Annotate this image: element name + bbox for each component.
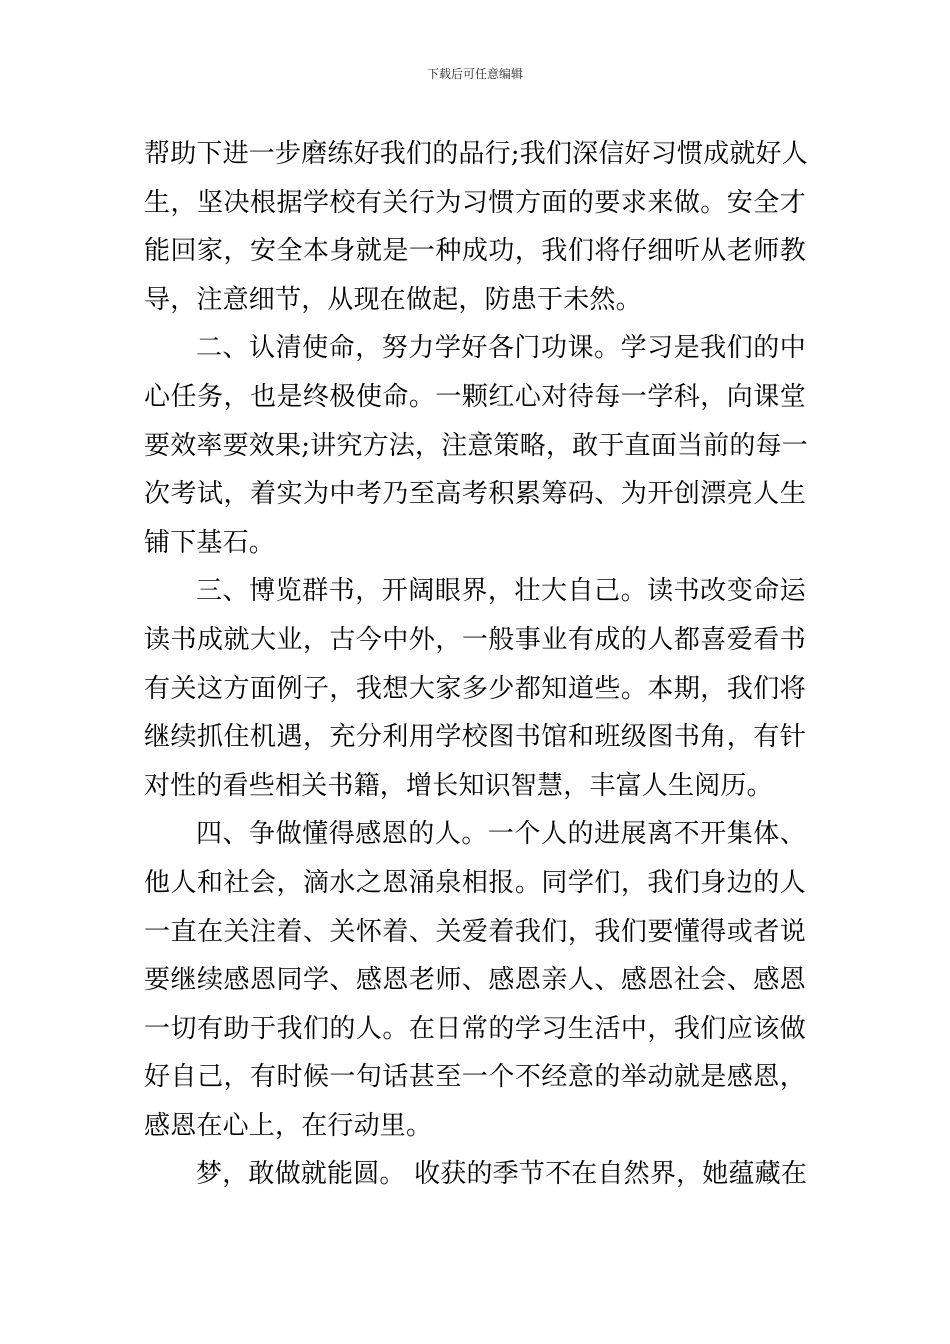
text-line: 对性的看些相关书籍，增长知识智慧，丰富人生阅历。	[144, 770, 773, 801]
text-line: 他人和社会，滴水之恩涌泉相报。同学们，我们身边的人	[144, 867, 806, 898]
text-line: 感恩在心上，在行动里。	[144, 1110, 433, 1141]
text-line: 读书成就大业，古今中外，一般事业有成的人都喜爱看书	[144, 624, 806, 655]
text-line: 梦，敢做就能圆。 收获的季节不在自然界，她蕴藏在	[196, 1159, 808, 1190]
text-line: 一切有助于我们的人。在日常的学习生活中，我们应该做	[144, 1013, 806, 1044]
page-header: 下载后可任意编辑	[426, 67, 523, 81]
text-line: 四、争做懂得感恩的人。一个人的进展离不开集体、	[196, 819, 806, 850]
text-line: 要继续感恩同学、感恩老师、感恩亲人、感恩社会、感恩	[144, 965, 806, 996]
text-line: 要效率要效果;讲究方法，注意策略，敢于直面当前的每一	[144, 430, 808, 461]
text-line: 帮助下进一步磨练好我们的品行;我们深信好习惯成就好人	[144, 139, 808, 169]
text-line: 心任务，也是终极使命。一颗红心对待每一学科，向课堂	[144, 381, 806, 412]
text-line: 一直在关注着、关怀着、关爱着我们，我们要懂得或者说	[144, 916, 806, 947]
text-line: 导，注意细节，从现在做起，防患于未然。	[144, 284, 642, 315]
text-line: 三、博览群书，开阔眼界，壮大自己。读书改变命运	[196, 576, 806, 607]
document-body	[144, 130, 806, 1199]
text-line: 能回家，安全本身就是一种成功，我们将仔细听从老师教	[144, 236, 806, 267]
text-line: 继续抓住机遇，充分利用学校图书馆和班级图书角，有针	[144, 722, 806, 753]
text-line: 好自己，有时候一句话甚至一个不经意的举动就是感恩，	[144, 1062, 806, 1093]
text-line: 次考试，着实为中考乃至高考积累筹码、为开创漂亮人生	[144, 479, 806, 510]
text-line: 铺下基石。	[144, 527, 276, 558]
text-line: 生，坚决根据学校有关行为习惯方面的要求来做。安全才	[144, 187, 806, 218]
text-line: 有关这方面例子，我想大家多少都知道些。本期，我们将	[144, 673, 806, 704]
text-line: 二、认清使命，努力学好各门功课。学习是我们的中	[196, 333, 806, 364]
